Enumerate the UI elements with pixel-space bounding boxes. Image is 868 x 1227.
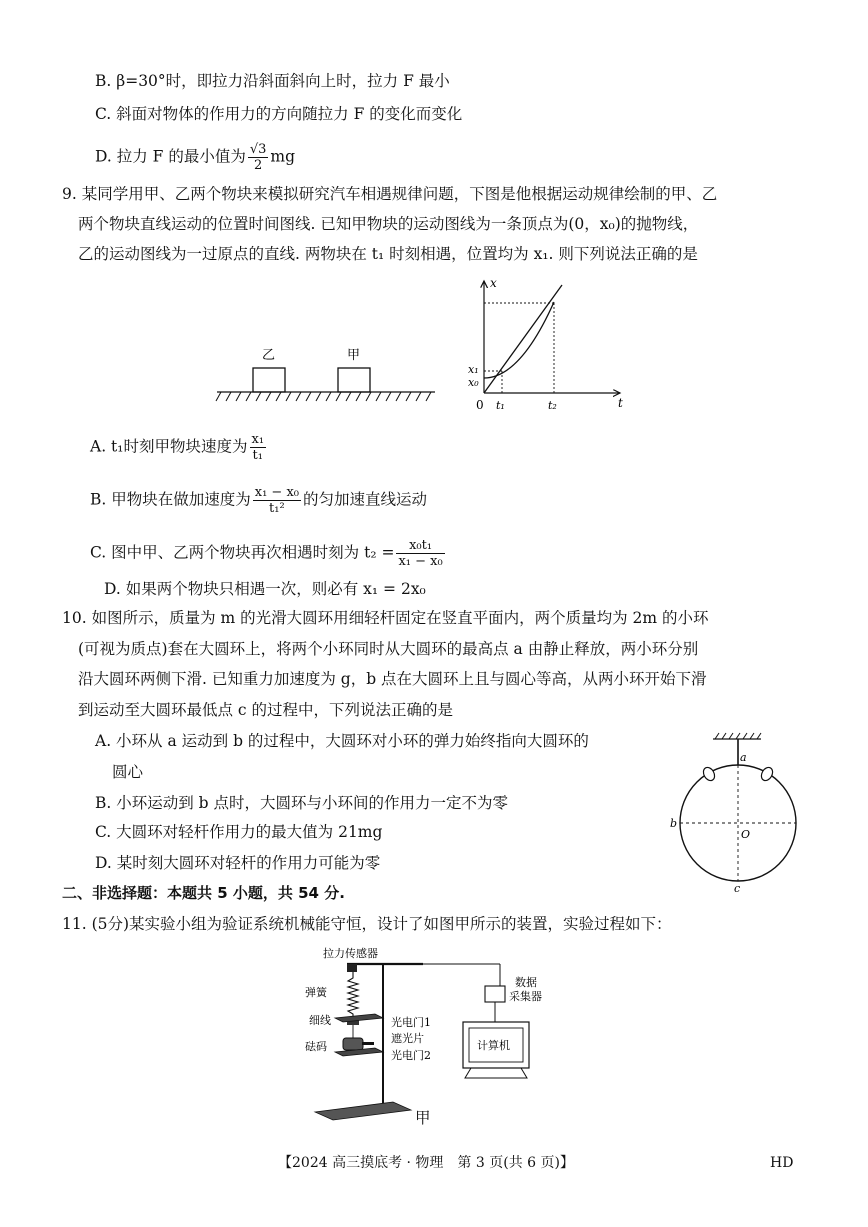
data-collector-box [485, 986, 505, 1002]
q10-ring-figure [665, 730, 810, 895]
ground-hatching [216, 392, 431, 401]
ceiling-hatching [715, 733, 761, 739]
q9-stem-line2: 两个物块直线运动的位置时间图线. 已知甲物块的运动图线为一条顶点为(0，x₀)的抛物线， [78, 215, 699, 233]
q8-option-d [95, 142, 295, 173]
q9-option-b [90, 485, 427, 516]
axis-label-x: x [490, 276, 497, 290]
spring [348, 972, 358, 1020]
fraction-denominator: 2 [253, 158, 263, 173]
q8-option-c: C. 斜面对物体的作用力的方向随拉力 F 的变化而变化 [95, 105, 463, 123]
parabola-jia [484, 302, 554, 378]
small-ring-left [701, 765, 717, 782]
q10-stem-line4: 到运动至大圆环最低点 c 的过程中，下列说法正确的是 [78, 701, 454, 719]
q8-option-d-unit: mg [270, 147, 296, 166]
page-footer: 【2024 高三摸底考 · 物理 第 3 页(共 6 页)】 [278, 1155, 574, 1171]
weight-mass [343, 1038, 363, 1050]
label-weight: 砝码 [305, 1040, 327, 1053]
q10-option-a-line2: 圆心 [112, 763, 144, 781]
q8-option-b: B. β=30°时，即拉力沿斜面斜向上时，拉力 F 最小 [95, 72, 450, 90]
label-gate1: 光电门1 [391, 1016, 431, 1029]
q9-option-c [90, 538, 447, 569]
origin-label: 0 [476, 398, 484, 412]
q9-option-c-text: C. 图中甲、乙两个物块再次相遇时刻为 t₂ = [90, 543, 395, 562]
q9-stem-line3: 乙的运动图线为一过原点的直线. 两物块在 t₁ 时刻相遇，位置均为 x₁. 则下列说法正确的是 [78, 245, 698, 263]
shading-plate [362, 1042, 374, 1045]
q9-option-b-fraction [253, 485, 301, 516]
q9-position-time-graph [460, 275, 630, 420]
photogate-2 [335, 1048, 383, 1056]
section-2-heading: 二、非选择题：本题共 5 小题，共 54 分. [62, 884, 345, 902]
q10-option-d: D. 某时刻大圆环对轻杆的作用力可能为零 [95, 854, 381, 872]
fraction-numerator: x₁ − x₀ [254, 485, 299, 500]
fraction-denominator: t₁ [252, 448, 263, 463]
tick-x1: x₁ [468, 363, 479, 376]
block-jia-label: 甲 [347, 348, 361, 363]
footer-code: HD [770, 1155, 794, 1171]
photogate-1 [335, 1014, 383, 1022]
force-sensor [347, 964, 357, 972]
q10-stem-line3: 沿大圆环两侧下滑. 已知重力加速度为 g，b 点在大圆环上且与圆心等高，从两小环开始下滑 [78, 670, 707, 688]
q9-stem-line1: 9. 某同学用甲、乙两个物块来模拟研究汽车相遇规律问题，下图是他根据运动规律绘制的甲、乙 [62, 185, 718, 203]
fraction-numerator: x₁ [251, 432, 265, 447]
block-yi-label: 乙 [262, 348, 276, 363]
line-yi [484, 285, 562, 393]
label-collector-1: 数据 [515, 976, 537, 989]
point-c-label: c [734, 882, 741, 895]
q11-apparatus-figure [295, 942, 565, 1132]
point-o-label: O [741, 828, 751, 841]
q10-stem-line1: 10. 如图所示，质量为 m 的光滑大圆环用细轻杆固定在竖直平面内，两个质量均为 2m 的小环 [62, 609, 709, 627]
tick-t1: t₁ [496, 399, 505, 412]
axis-label-t: t [618, 396, 623, 410]
q10-option-b: B. 小环运动到 b 点时，大圆环与小环间的作用力一定不为零 [95, 794, 509, 812]
fraction-denominator: x₁ − x₀ [398, 554, 443, 569]
q9-option-a-text: A. t₁时刻甲物块速度为 [90, 437, 248, 456]
label-computer: 计算机 [477, 1039, 510, 1052]
q9-option-a [90, 432, 268, 463]
base-plate [315, 1102, 411, 1120]
fraction-denominator: t₁² [269, 501, 285, 516]
q11-figure-caption: 甲 [415, 1109, 431, 1127]
label-sensor: 拉力传感器 [323, 947, 378, 960]
q9-option-b-text: B. 甲物块在做加速度为 [90, 490, 251, 509]
q9-option-b-tail: 的匀加速直线运动 [303, 490, 428, 509]
q8-option-d-text: D. 拉力 F 的最小值为 [95, 147, 246, 166]
q9-option-a-fraction [250, 432, 267, 463]
computer-base [465, 1068, 527, 1078]
small-ring-right [759, 765, 775, 782]
q8-option-d-fraction [248, 142, 269, 173]
label-spring: 弹簧 [305, 986, 327, 999]
point-a-label: a [740, 751, 747, 764]
q11-stem-line1: 11. (5分)某实验小组为验证系统机械能守恒，设计了如图甲所示的装置，实验过程如下： [62, 915, 672, 933]
label-shade: 遮光片 [391, 1032, 424, 1045]
tick-t2: t₂ [548, 399, 557, 412]
tick-x0: x₀ [468, 376, 479, 389]
q10-option-a-line1: A. 小环从 a 运动到 b 的过程中，大圆环对小环的弹力始终指向大圆环的 [95, 732, 589, 750]
label-thread: 细线 [309, 1014, 331, 1027]
q9-option-c-fraction [396, 538, 444, 569]
point-b-label: b [670, 817, 678, 830]
fraction-numerator: √3 [249, 142, 267, 157]
label-gate2: 光电门2 [391, 1049, 431, 1062]
q10-stem-line2: (可视为质点)套在大圆环上，将两个小环同时从大圆环的最高点 a 由静止释放，两小环分别 [78, 640, 699, 658]
label-collector-2: 采集器 [509, 990, 542, 1003]
block-yi [253, 368, 285, 392]
q9-option-d: D. 如果两个物块只相遇一次，则必有 x₁ = 2x₀ [104, 580, 426, 598]
q9-blocks-figure [215, 340, 440, 410]
block-jia [338, 368, 370, 392]
fraction-numerator: x₀t₁ [396, 538, 444, 554]
q10-option-c: C. 大圆环对轻杆作用力的最大值为 21mg [95, 823, 383, 841]
